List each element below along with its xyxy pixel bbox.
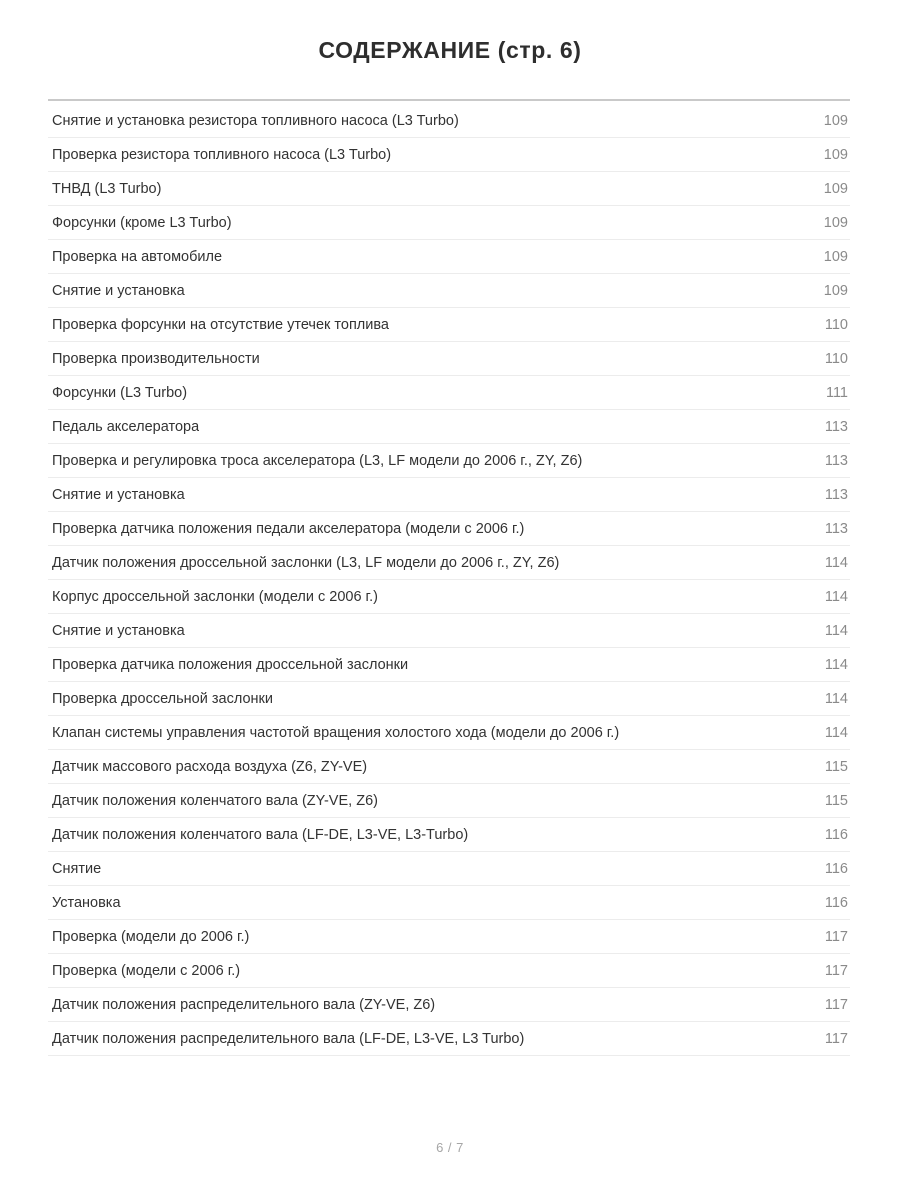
toc-entry-page-number: 117: [824, 996, 848, 1013]
toc-entry[interactable]: [48, 648, 850, 682]
toc-entry[interactable]: [48, 682, 850, 716]
toc-entry-page-number: 109: [823, 282, 848, 299]
toc-entry-page-number: 113: [824, 520, 848, 537]
toc-entry-page-number: 117: [824, 1030, 848, 1047]
toc-entry[interactable]: [48, 376, 850, 410]
toc-entry-page-number: 109: [823, 248, 848, 265]
page-footer: 6 / 7: [436, 1140, 464, 1155]
toc-entry-page-number: 115: [824, 758, 848, 775]
toc-entry-page-number: 109: [823, 146, 848, 163]
toc-entry[interactable]: [48, 852, 850, 886]
toc-entry[interactable]: [48, 818, 850, 852]
toc-entry-title: Проверка производительности: [52, 350, 260, 367]
toc-entry-page-number: 109: [823, 180, 848, 197]
toc-entry-title: Снятие и установка: [52, 486, 185, 503]
toc-entry-title: Установка: [52, 894, 121, 911]
toc-entry[interactable]: [48, 172, 850, 206]
toc-entry-title: Датчик положения коленчатого вала (ZY-VE, Z6): [52, 792, 378, 809]
toc-entry-title: Датчик положения коленчатого вала (LF-DE, L3-VE, L3-Turbo): [52, 826, 469, 843]
toc-entry-page-number: 117: [824, 928, 848, 945]
toc-entry[interactable]: [48, 784, 850, 818]
toc-entry-title: Проверка (модели до 2006 г.): [52, 928, 250, 945]
toc-entry-title: Форсунки (кроме L3 Turbo): [52, 214, 232, 231]
toc-entry-title: Датчик положения распределительного вала (ZY-VE, Z6): [52, 996, 436, 1013]
toc-entry-title: Проверка датчика положения дроссельной заслонки: [52, 656, 409, 673]
toc-entry-page-number: 113: [824, 486, 848, 503]
toc-entry-title: Снятие и установка резистора топливного насоса (L3 Turbo): [52, 112, 459, 129]
toc-entry[interactable]: [48, 104, 850, 138]
toc-entry-page-number: 114: [824, 588, 848, 605]
page-title: СОДЕРЖАНИЕ (стр. 6): [318, 37, 582, 63]
toc-entry[interactable]: [48, 954, 850, 988]
toc-entry-page-number: 116: [824, 860, 848, 877]
toc-entry-page-number: 114: [824, 656, 848, 673]
toc-entry[interactable]: [48, 410, 850, 444]
toc-entry-title: Снятие и установка: [52, 622, 185, 639]
toc-entry-title: Датчик массового расхода воздуха (Z6, ZY-VE): [52, 758, 368, 775]
toc-entry-page-number: 114: [824, 622, 848, 639]
toc-entry[interactable]: [48, 546, 850, 580]
toc-entry[interactable]: [48, 274, 850, 308]
toc-entry-title: Датчик положения дроссельной заслонки (L3, LF модели до 2006 г., ZY, Z6): [52, 554, 560, 571]
toc-entry[interactable]: [48, 1022, 850, 1056]
toc-entry-page-number: 115: [824, 792, 848, 809]
toc-entry-page-number: 114: [824, 724, 848, 741]
toc-entry[interactable]: [48, 716, 850, 750]
toc-entry-page-number: 114: [824, 554, 848, 571]
toc-entry[interactable]: [48, 478, 850, 512]
toc-entry[interactable]: [48, 342, 850, 376]
toc-entry-page-number: 111: [825, 384, 848, 401]
toc-entry[interactable]: [48, 614, 850, 648]
toc-entry[interactable]: [48, 206, 850, 240]
toc-entry-title: Форсунки (L3 Turbo): [52, 384, 188, 401]
toc-entry-page-number: 113: [824, 452, 848, 469]
toc-entry-page-number: 114: [824, 690, 848, 707]
toc-entry-page-number: 116: [824, 826, 848, 843]
toc-entry-title: Клапан системы управления частотой вращения холостого хода (модели до 2006 г.): [52, 724, 620, 741]
toc-entry[interactable]: [48, 308, 850, 342]
toc-entry[interactable]: [48, 920, 850, 954]
toc-entry-title: Проверка резистора топливного насоса (L3 Turbo): [52, 146, 392, 163]
toc-entry-page-number: 113: [824, 418, 848, 435]
toc-entry-page-number: 110: [824, 316, 848, 333]
toc-entry-title: Проверка (модели с 2006 г.): [52, 962, 241, 979]
table-of-contents: [48, 104, 850, 1056]
toc-entry[interactable]: [48, 886, 850, 920]
toc-entry-page-number: 109: [823, 112, 848, 129]
toc-entry[interactable]: [48, 988, 850, 1022]
toc-entry[interactable]: [48, 750, 850, 784]
toc-entry-title: Проверка дроссельной заслонки: [52, 690, 273, 707]
toc-entry-page-number: 109: [823, 214, 848, 231]
title-divider: [48, 99, 850, 101]
toc-entry[interactable]: [48, 138, 850, 172]
toc-entry-title: Проверка датчика положения педали акселератора (модели с 2006 г.): [52, 520, 525, 537]
toc-entry-title: ТНВД (L3 Turbo): [52, 180, 162, 197]
toc-entry-page-number: 117: [824, 962, 848, 979]
toc-entry-title: Датчик положения распределительного вала (LF-DE, L3-VE, L3 Turbo): [52, 1030, 525, 1047]
toc-entry[interactable]: [48, 444, 850, 478]
toc-entry-title: Проверка на автомобиле: [52, 248, 223, 265]
toc-entry-page-number: 110: [824, 350, 848, 367]
toc-entry[interactable]: [48, 512, 850, 546]
toc-entry-page-number: 116: [824, 894, 848, 911]
toc-entry-title: Снятие: [52, 860, 102, 877]
toc-entry-title: Корпус дроссельной заслонки (модели с 2006 г.): [52, 588, 378, 605]
toc-entry[interactable]: [48, 240, 850, 274]
toc-entry-title: Педаль акселератора: [52, 418, 200, 435]
toc-entry-title: Снятие и установка: [52, 282, 185, 299]
toc-entry-title: Проверка и регулировка троса акселератора (L3, LF модели до 2006 г., ZY, Z6): [52, 452, 583, 469]
toc-entry-title: Проверка форсунки на отсутствие утечек топлива: [52, 316, 389, 333]
toc-entry[interactable]: [48, 580, 850, 614]
